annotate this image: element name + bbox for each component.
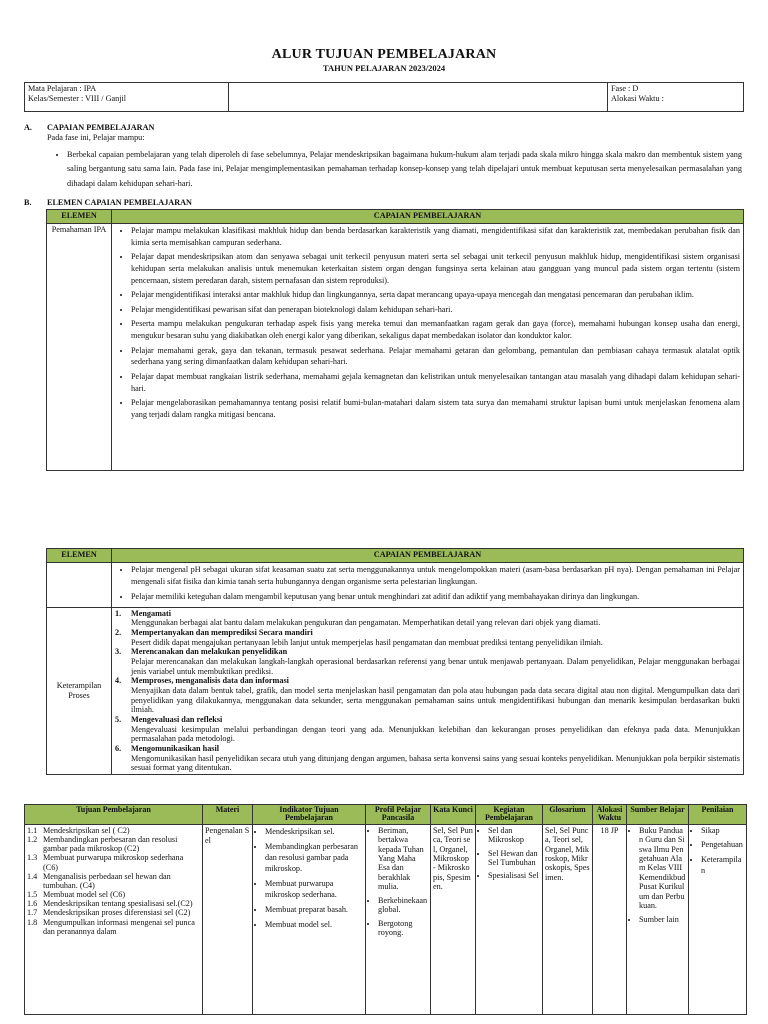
continued-elemen-cell — [47, 563, 112, 608]
atp-header: Alokasi Waktu — [593, 805, 627, 825]
alokasi-text: Alokasi Waktu : — [611, 94, 664, 103]
atp-header: Profil Pelajar Pancasila — [366, 805, 431, 825]
step-item: 5. Mengevaluasi dan refleksi Mengevaluasi kesimpulan melalui perbandingan dengan teori yang ada. Menunjukkan kelebihan dan kekurangan proses penyelidikan dan efeknya pada data. Menunjukkan permasalahan pada metodologi. — [115, 715, 740, 744]
list-item: • Sikap — [701, 826, 744, 837]
step-item: 3. Merencanakan dan melakukan penyelidikan Pelajar merencanakan dan melakukan langkah-langkah operasional berdasarkan referensi yang benar untuk menjawab pertanyaan. Dalam penyelidikan, Pelajar menggunakan berbagai jenis variabel untuk membuktikan prediksi. — [115, 647, 740, 676]
col-capaian-header: CAPAIAN PEMBELAJARAN — [112, 210, 744, 224]
list-item: • Pelajar mengidentifikasi interaksi antar makhluk hidup dan lingkungannya, serta dapat merancang upaya-upaya mencegah dan mengatasi pencemaran dan perubahan iklim. — [131, 289, 740, 301]
indikator-list — [255, 826, 363, 931]
col-elemen-header: ELEMEN — [47, 549, 112, 563]
atp-header: Kata Kunci — [431, 805, 476, 825]
list-item: • Sel Hewan dan Sel Tumbuhan — [488, 849, 540, 868]
materi-cell: Pengenalan Sel — [203, 824, 253, 1014]
pemahaman-label: Pemahaman IPA — [47, 224, 112, 471]
atp-header: Tujuan Pembelajaran — [25, 805, 203, 825]
section-b-title: ELEMEN CAPAIAN PEMBELAJARAN — [47, 198, 192, 207]
pemahaman-content — [112, 224, 744, 471]
section-a-list — [47, 148, 742, 191]
mapel-text: Mata Pelajaran : IPA — [28, 84, 97, 93]
list-item: • Membuat model sel. — [265, 919, 363, 930]
list-item: • Pelajar memiliki keteguhan dalam mengambil keputusan yang benar untuk menghindari zat aditif dan adiktif yang membahayakan dirinya dan lingkungan. — [131, 591, 740, 603]
col-capaian-header: CAPAIAN PEMBELAJARAN — [112, 549, 744, 563]
kegiatan-list — [478, 826, 540, 881]
section-a-title: CAPAIAN PEMBELAJARAN — [47, 123, 155, 132]
info-table — [24, 82, 744, 112]
alokasi-cell: 18 JP — [593, 824, 627, 1014]
list-item: • Bergotong royong. — [378, 919, 428, 938]
step-item: 6. Mengomunikasikan hasil Mengomunikasikan hasil penyelidikan secara utuh yang ditunjang dengan argumen, bahasa serta konvensi sains yang sesuai konteks penyelidikan. Menunjukkan pola berpikir sistematis sesuai format yang ditentukan. — [115, 744, 740, 773]
tujuan-item: 1.3 Membuat purwarupa mikroskop sederhana (C6) — [27, 853, 184, 872]
section-a — [47, 123, 742, 191]
tujuan-cell — [25, 824, 203, 1014]
kata-kunci-cell: Sel, Sel Punca, Teori sel, Organel, Mikroskop - Mikroskopis, Spesimen. — [431, 824, 476, 1014]
list-item: • Berkebinekaan global. — [378, 896, 428, 915]
page-subtitle: TAHUN PELAJARAN 2023/2024 — [322, 63, 446, 73]
continued-list — [115, 564, 740, 603]
atp-header: Materi — [203, 805, 253, 825]
list-item: • Pelajar dapat mendeskripsikan atom dan senyawa sebagai unit terkecil penyusun materi serta sel sebagai unit terkecil penyusun makhluk hidup, mengidentifikasi sistem organisasi kehidupan serta melakukan analisis untuk menemukan keterkaitan sistem organ dengan fungsinya serta kelainan atau gangguan yang muncul pada sistem organ tertentu (sistem pencernaan, sistem peredaran darah, sistem pernafasan dan sistem reproduksi). — [131, 251, 740, 286]
atp-header: Penilaian — [689, 805, 747, 825]
page-title: ALUR TUJUAN PEMBELAJARAN — [271, 47, 497, 62]
glosarium-cell: Sel, Sel Punca, Teori sel, Organel, Mikroskop, Mikroskopis, Spesimen. — [543, 824, 593, 1014]
list-item: • Spesialisasi Sel — [488, 871, 540, 880]
continued-content — [112, 563, 744, 608]
list-item: • Pelajar mengelaborasikan pemahamannya tentang posisi relatif bumi-bulan-matahari dalam sistem tata surya dan memahami struktur lapisan bumi untuk menjelaskan fenomena alam yang terjadi dalam rangka mitigasi bencana. — [131, 397, 740, 420]
atp-table — [24, 804, 747, 1015]
list-item: • Membandingkan perbesaran dan resolusi gambar pada mikroskop. — [265, 841, 363, 874]
penilaian-cell — [689, 824, 747, 1014]
tujuan-item: 1.8 Mengumpulkan informasi mengenai sel punca dan peranannya dalam — [27, 917, 195, 936]
list-item: • Membuat purwarupa mikroskop sederhana. — [265, 878, 363, 900]
elemen-table-1 — [46, 209, 744, 471]
kegiatan-cell — [476, 824, 543, 1014]
section-a-letter: A. — [24, 123, 32, 132]
list-item: • Membuat preparat basah. — [265, 904, 363, 915]
tujuan-item: 1.5 Membuat model sel (C6) — [27, 890, 126, 900]
pemahaman-list — [115, 225, 740, 421]
list-item: • Pengetahuan — [701, 840, 744, 851]
keterampilan-label: Keterampilan Proses — [47, 607, 112, 774]
kelas-text: Kelas/Semester : VIII / Ganjil — [28, 94, 127, 103]
fase-text: Fase : D — [611, 84, 639, 93]
info-empty-cell — [229, 83, 608, 112]
list-item: • Pelajar mampu melakukan klasifikasi makhluk hidup dan benda berdasarkan karakteristik yang diamati, mengidentifikasi sifat dan karakteristik zat, membedakan perubahan fisik dan kimia serta memisahkan campuran sederhana. — [131, 225, 740, 248]
list-item: • Sel dan Mikroskop — [488, 826, 540, 845]
indikator-cell — [253, 824, 366, 1014]
tujuan-item: 1.2 Membandingkan perbesaran dan resolusi gambar pada mikroskop (C2) — [27, 834, 178, 854]
atp-header: Kegiatan Pembelajaran — [476, 805, 543, 825]
info-left-cell — [25, 83, 229, 112]
profil-cell — [366, 824, 431, 1014]
list-item: • Peserta mampu melakukan pengukuran terhadap aspek fisis yang mereka temui dan memanfaatkan ragam gerak dan gaya (force), memahami hubungan konsep usaha dan energi, mengukur besaran suhu yang diakibatkan oleh energi kalor yang diberikan, sekaligus dapat membedakan isolator dan konduktor kalor. — [131, 318, 740, 341]
step-item: 1. Mengamati Menggunakan berbagai alat bantu dalam melakukan pengukuran dan pengamatan. Memperhatikan detail yang relevan dari objek yang diamati. — [115, 608, 601, 628]
penilaian-list — [691, 826, 744, 877]
section-b-letter: B. — [24, 198, 32, 207]
tujuan-item: 1.6 Mendeskripsikan tentang spesialisasi sel.(C2) — [27, 899, 193, 909]
keterampilan-content — [112, 607, 744, 774]
elemen-table-2 — [46, 548, 744, 775]
list-item: • Pelajar mengenal pH sebagai ukuran sifat keasaman suatu zat serta menggunakannya untuk mengelompokkan materi (asam-basa berdasarkan pH nya). Dengan pemahaman ini Pelajar mengenali sifat fisika dan kimia tanah serta hubungannya dengan organisme serta pelestarian lingkungan. — [131, 564, 740, 588]
atp-header: Glosarium — [543, 805, 593, 825]
profil-list — [368, 826, 428, 938]
section-a-intro: Pada fase ini, Pelajar mampu: — [47, 133, 145, 142]
list-item: • Sumber lain — [639, 915, 686, 924]
list-item: • Keterampilan — [701, 855, 744, 876]
tujuan-item: 1.7 Mendeskripsikan proses diferensiasi sel (C2) — [27, 908, 191, 918]
tujuan-item: 1.1 Mendeskripsikan sel ( C2) — [27, 825, 130, 835]
sumber-cell — [627, 824, 689, 1014]
col-elemen-header: ELEMEN — [47, 210, 112, 224]
list-item: • Beriman, bertakwa kepada Tuhan Yang Maha Esa dan berakhlak mulia. — [378, 826, 428, 892]
list-item: • Mendeskripsikan sel. — [265, 826, 363, 837]
sumber-list — [629, 826, 686, 924]
atp-header: Indikator Tujuan Pembelajaran — [253, 805, 366, 825]
section-a-bullet: • Berbekal capaian pembelajaran yang telah diperoleh di fase sebelumnya, Pelajar mendeskripsikan bagaimana hukum-hukum alam terjadi pada skala mikro hingga skala makro dan membentuk sistem yang saling bergantung satu sama lain. Pada fase ini, Pelajar mengimplementasikan pemahaman terhadap konsep-konsep yang telah dipelajari untuk membuat keputusan serta menyelesaikan permasalahan yang dihadapi dalam kehidupan sehari-hari. — [67, 148, 742, 191]
list-item: • Pelajar mengidentifikasi pewarisan sifat dan penerapan bioteknologi dalam kehidupan sehari-hari. — [131, 304, 740, 316]
list-item: • Buku Panduan Guru dan Siswa Ilmu Pengetahuan Alam Kelas VIII Kemendikbud Pusat Kurikulum dan Perbukuan. — [639, 826, 686, 911]
atp-header: Sumber Belajar — [627, 805, 689, 825]
step-item: 4. Memproses, menganalisis data dan informasi Menyajikan data dalam bentuk tabel, grafik, dan model serta menjelaskan hasil pengamatan dan pola atau hubungan pada data secara digital atau non digital. Mengumpulkan data dari penyelidikan yang dilakukannya, menggunakan data sekunder, serta menggunakan pemahaman sains untuk mengidentifikasi hubungan dan menarik kesimpulan berdasarkan bukti ilmiah. — [115, 676, 740, 715]
step-item: 2. Mempertanyakan dan memprediksi Secara mandiri Pesert didik dapat mengajukan pertanyaan lebih lanjut untuk memperjelas hasil pengamatan dan membuat prediksi tentang penyelidikan ilmiah. — [115, 628, 603, 647]
tujuan-item: 1.4 Menganalisis perbedaan sel hewan dan tumbuhan. (C4) — [27, 871, 171, 890]
info-right-cell — [608, 83, 744, 112]
list-item: • Pelajar dapat membuat rangkaian listrik sederhana, memahami gejala kemagnetan dan kelistrikan untuk menyelesaikan tantangan atau masalah yang dihadapi dalam kehidupan sehari- hari. — [131, 371, 740, 394]
list-item: • Pelajar memahami gerak, gaya dan tekanan, termasuk pesawat sederhana. Pelajar memahami getaran dan gelombang, pemantulan dan pembiasan cahaya termasuk alatalat optik sederhana yang sering dimanfaatkan dalam kehidupan sehari-hari. — [131, 345, 740, 368]
